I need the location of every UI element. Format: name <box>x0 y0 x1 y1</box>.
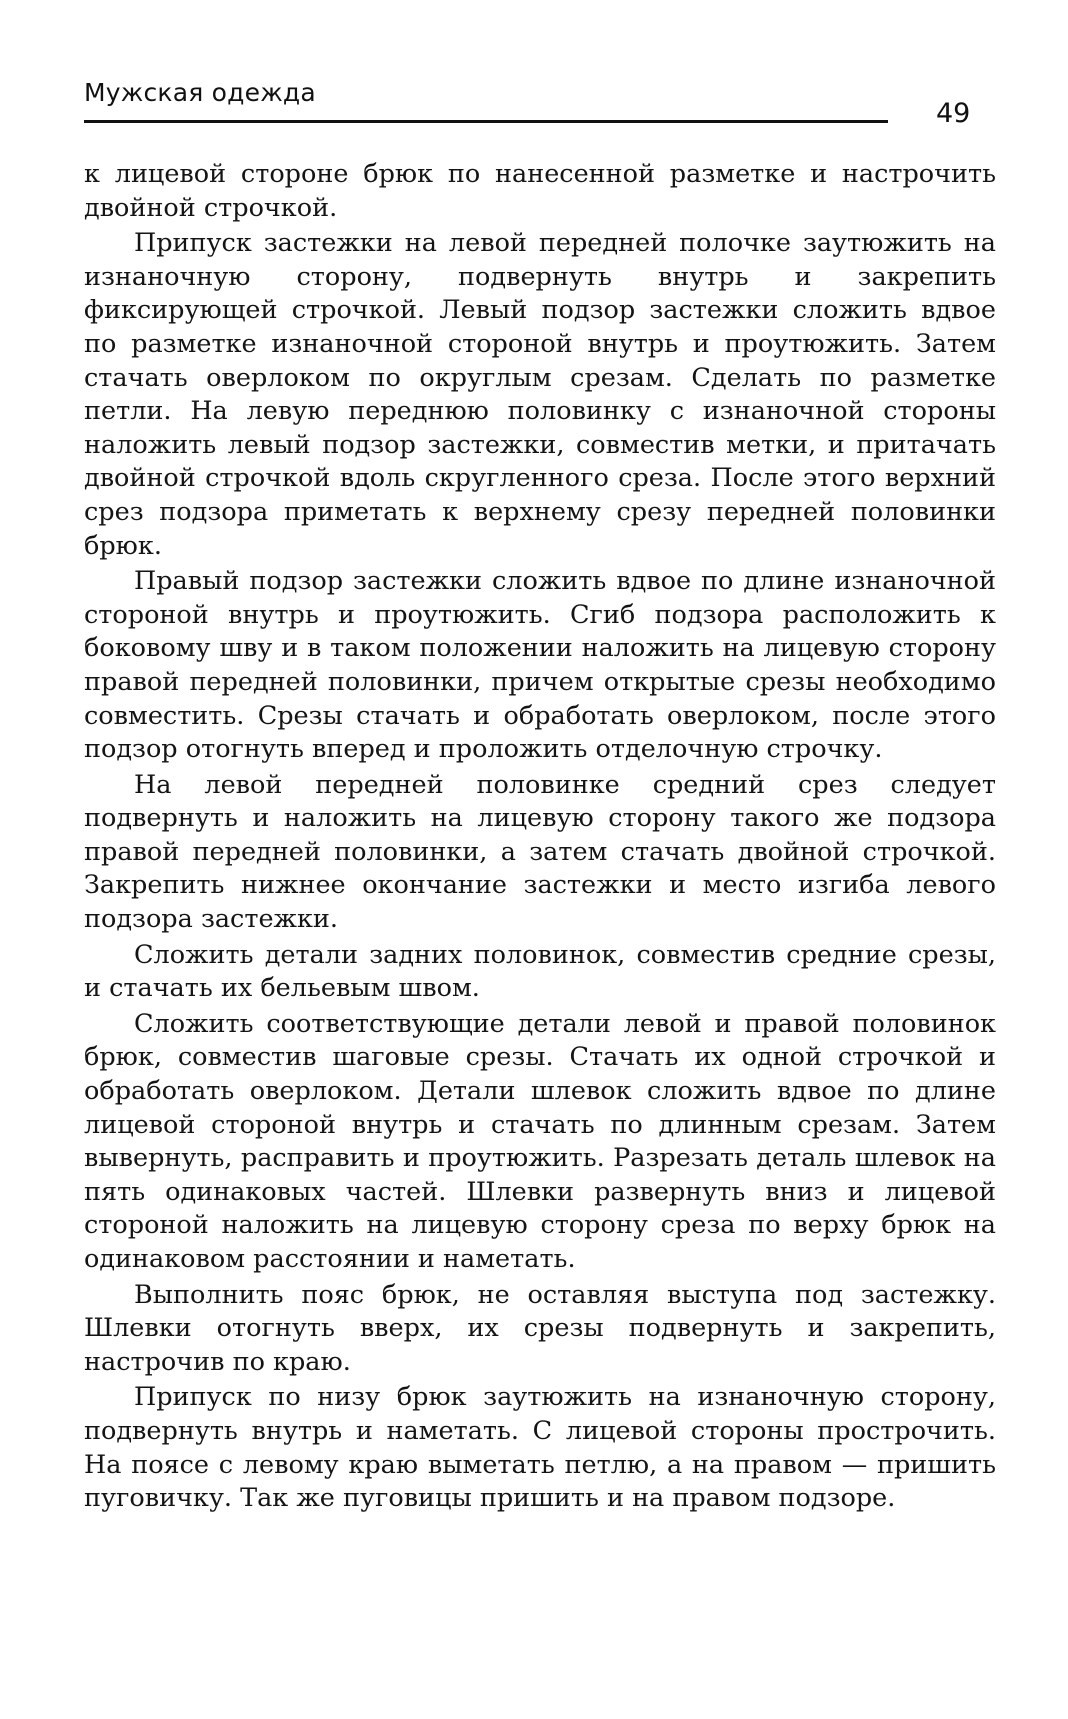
paragraph: Сложить соответствующие детали левой и правой половинок брюк, совместив шаговые срезы. Стачать их одной строчкой и обработать оверлоком. Детали шлевок сложить вдвое по длине лицевой стороной внутрь и стачать по длинным срезам. Затем вывернуть, расправить и проутюжить. Разрезать деталь шлевок на пять одинаковых частей. Шлевки развернуть вниз и лицевой стороной наложить на лицевую сторону среза по верху брюк на одинаковом расстоянии и наметать. <box>84 1008 996 1274</box>
paragraph: Припуск застежки на левой передней полочке заутюжить на изнаночную сторону, подвернуть внутрь и закрепить фиксирующей строчкой. Левый подзор застежки сложить вдвое по разметке изнаночной стороной внутрь и проутюжить. Затем стачать оверлоком по округлым срезам. Сделать по разметке петли. На левую переднюю половинку с изнаночной стороны наложить левый подзор застежки, совместив метки, и притачать двойной строчкой вдоль скругленного среза. После этого верхний срез подзора приметать к верхнему срезу передней половинки брюк. <box>84 228 996 561</box>
paragraph: Правый подзор застежки сложить вдвое по длине изнаночной стороной внутрь и проутюжить. Сгиб подзора расположить к боковому шву и в таком положении наложить на лицевую сторону правой передней половинки, причем открытые срезы необходимо совместить. Срезы стачать и обработать оверлоком, после этого подзор отогнуть вперед и проложить отделочную строчку. <box>84 566 996 765</box>
body-text <box>84 158 996 1516</box>
paragraph: Припуск по низу брюк заутюжить на изнаночную сторону, подвернуть внутрь и наметать. С лицевой стороны прострочить. На поясе с левому краю выметать петлю, а на правом — пришить пуговичку. Так же пуговицы пришить и на правом подзоре. <box>84 1382 996 1514</box>
page-number: 49 <box>936 98 971 129</box>
paragraph-continued: к лицевой стороне брюк по нанесенной разметке и настрочить двойной строчкой. <box>84 159 996 223</box>
header-rule <box>84 120 888 123</box>
paragraph: Выполнить пояс брюк, не оставляя выступа под застежку. Шлевки отогнуть вверх, их срезы подвернуть и закрепить, настрочив по краю. <box>84 1279 996 1377</box>
running-head-title: Мужская одежда <box>84 78 316 107</box>
paragraph: На левой передней половинке средний срез следует подвернуть и наложить на лицевую сторону такого же подзора правой передней половинки, а затем стачать двойной строчкой. Закрепить нижнее окончание застежки и место изгиба левого подзора застежки. <box>84 769 996 935</box>
paragraph: Сложить детали задних половинок, совместив средние срезы, и стачать их бельевым швом. <box>84 939 996 1004</box>
